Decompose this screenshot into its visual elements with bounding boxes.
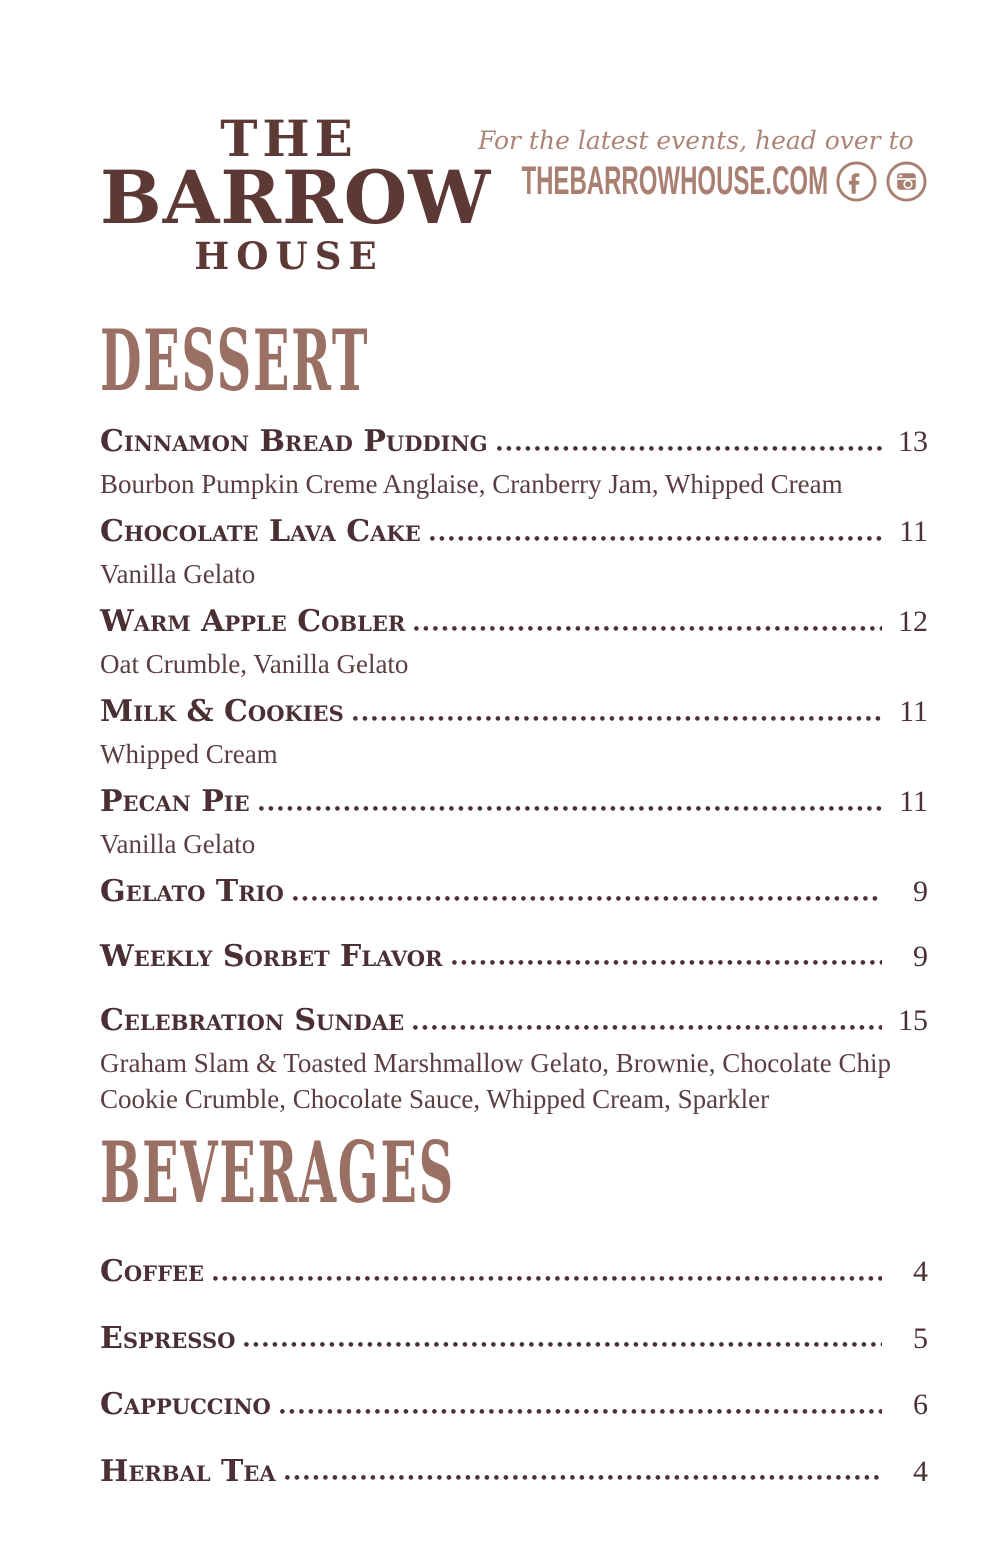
item-price: 11	[899, 785, 928, 819]
page-header	[100, 109, 928, 279]
menu-item-chocolate-lava-cake	[100, 515, 928, 592]
item-description: Whipped Cream	[100, 738, 278, 769]
item-row	[100, 1004, 928, 1039]
item-name: Celebration Sundae	[100, 1003, 405, 1039]
menu-item-coffee	[100, 1255, 928, 1290]
item-price: 4	[913, 1255, 928, 1289]
item-price: 9	[913, 939, 928, 973]
menu-item-gelato-trio	[100, 875, 928, 910]
dotted-leader	[213, 1276, 882, 1281]
item-name: Pecan Pie	[100, 784, 250, 820]
events-tagline: For the latest events, head over to	[478, 126, 914, 155]
item-name: Cinnamon Bread Pudding	[100, 424, 488, 460]
dotted-leader	[452, 960, 882, 965]
item-row	[100, 1388, 928, 1423]
item-price: 13	[898, 425, 928, 459]
dessert-item-list	[100, 425, 928, 1117]
item-name: Espresso	[100, 1320, 236, 1356]
instagram-icon	[885, 160, 928, 203]
item-description: Vanilla Gelato	[100, 828, 256, 859]
dotted-leader	[285, 1475, 882, 1480]
item-row	[100, 1255, 928, 1290]
brand-logo	[100, 109, 492, 279]
item-price: 4	[913, 1454, 928, 1488]
item-price: 6	[913, 1388, 928, 1422]
item-name: Coffee	[100, 1254, 205, 1290]
brand-word-barrow: BARROW	[100, 155, 492, 241]
beverages-item-list	[100, 1255, 928, 1489]
item-price: 5	[913, 1321, 928, 1355]
menu-item-celebration-sundae	[100, 1004, 928, 1117]
brand-word-the: THE	[220, 109, 358, 168]
menu-item-herbal-tea	[100, 1455, 928, 1490]
menu-item-pecan-pie	[100, 785, 928, 862]
item-name: Cappuccino	[100, 1387, 271, 1423]
item-price: 9	[913, 875, 928, 909]
item-price: 11	[899, 515, 928, 549]
item-name: Chocolate Lava Cake	[100, 514, 421, 550]
menu-item-milk-and-cookies	[100, 695, 928, 772]
brand-word-house: HOUSE	[194, 234, 384, 279]
item-name: Warm Apple Cobler	[100, 604, 406, 640]
menu-item-cinnamon-bread-pudding	[100, 425, 928, 502]
menu-item-weekly-sorbet-flavor	[100, 940, 928, 975]
beverages-section-header	[100, 1123, 928, 1223]
item-description: Bourbon Pumpkin Creme Anglaise, Cranberry Jam, Whipped Cream	[100, 468, 843, 499]
item-row	[100, 695, 928, 730]
item-name: Gelato Trio	[100, 874, 284, 910]
item-name: Weekly Sorbet Flavor	[100, 938, 443, 974]
item-row	[100, 425, 928, 460]
item-row	[100, 875, 928, 910]
dotted-leader	[244, 1342, 882, 1347]
dotted-leader	[413, 1025, 882, 1030]
item-price: 12	[898, 605, 928, 639]
website-url: THEBARROWHOUSE.COM	[521, 159, 828, 203]
menu-item-cappuccino	[100, 1388, 928, 1423]
item-row	[100, 1455, 928, 1490]
dessert-section-header	[100, 311, 928, 411]
section-title-dessert: DESSERT	[100, 311, 370, 411]
item-description: Graham Slam & Toasted Marshmallow Gelato, Brownie, Chocolate Chip Cookie Crumble, Chocolate Sauce, Whipped Cream, Sparkler	[100, 1047, 891, 1114]
item-price: 11	[899, 695, 928, 729]
header-contact-block	[478, 116, 928, 204]
section-title-beverages: BEVERAGES	[100, 1123, 455, 1223]
dotted-leader	[280, 1409, 882, 1414]
dotted-leader	[293, 896, 882, 901]
item-row	[100, 515, 928, 550]
item-description: Oat Crumble, Vanilla Gelato	[100, 648, 409, 679]
item-row	[100, 605, 928, 640]
website-row	[478, 159, 928, 204]
dotted-leader	[414, 626, 882, 631]
item-row	[100, 1322, 928, 1357]
item-row	[100, 785, 928, 820]
item-name: Herbal Tea	[100, 1453, 276, 1489]
dotted-leader	[430, 536, 882, 541]
dotted-leader	[353, 716, 882, 721]
menu-item-espresso	[100, 1322, 928, 1357]
menu-item-warm-apple-cobler	[100, 605, 928, 682]
item-row	[100, 940, 928, 975]
dotted-leader	[497, 446, 882, 451]
item-name: Milk & Cookies	[100, 694, 344, 730]
facebook-icon	[835, 160, 878, 203]
item-price: 15	[898, 1004, 928, 1038]
dotted-leader	[259, 806, 882, 811]
item-description: Vanilla Gelato	[100, 558, 256, 589]
